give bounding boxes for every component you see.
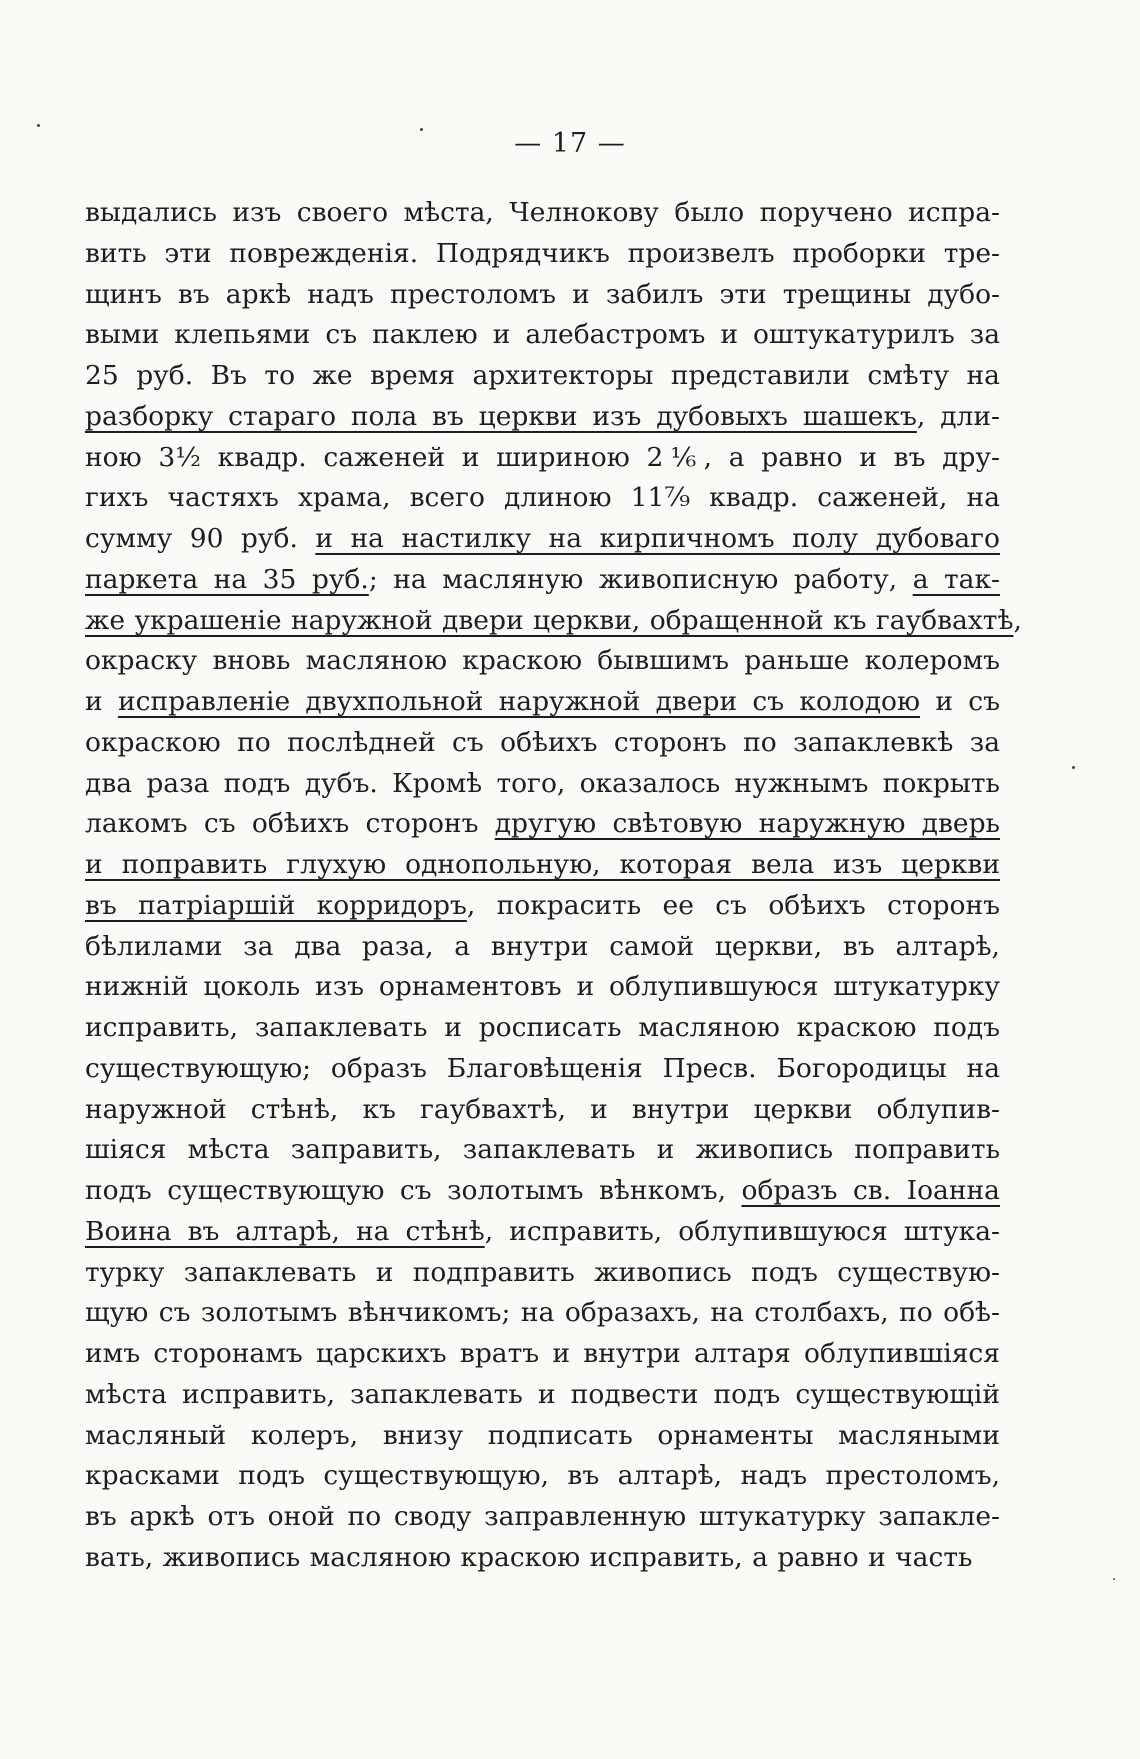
text-line — [85, 1538, 1000, 1579]
text-segment: существующую; образъ Благовѣщенія Пресв. Богородицы на — [85, 1052, 1000, 1084]
text-segment: 25 руб. Въ то же время архитекторы представили смѣту на — [85, 360, 1000, 391]
text-line — [85, 1049, 1000, 1090]
underlined-phrase: и на настилку на кирпичномъ полу дубоваго — [315, 523, 1000, 554]
body-text — [85, 193, 1022, 1579]
text-line — [85, 1456, 1000, 1497]
text-line — [85, 315, 1000, 356]
underlined-phrase: же украшеніе наружной двери церкви, обращенной къ гаубвахтѣ — [85, 604, 1014, 636]
text-segment: выми клепьями съ паклею и алебастромъ и оштукатурилъ за — [85, 319, 1000, 351]
text-segment: гихъ частяхъ храма, всего длиною 11⁷⁄₉ квадр. саженей, на — [85, 482, 1000, 514]
text-segment: мѣста исправить, запаклевать и подвести подъ существующій — [85, 1378, 1000, 1410]
text-segment: окраскою по послѣдней съ обѣихъ сторонъ по запаклевкѣ за — [85, 726, 1000, 758]
text-line — [85, 967, 1000, 1008]
text-segment: лакомъ съ обѣихъ сторонъ — [85, 808, 495, 840]
text-line — [85, 1253, 1000, 1294]
underlined-phrase: Воина въ алтарѣ, на стѣнѣ — [85, 1215, 485, 1247]
text-segment: красками подъ существующую, въ алтарѣ, надъ престоломъ, — [85, 1460, 1000, 1492]
scan-speck — [37, 124, 40, 127]
text-line — [85, 1334, 1000, 1375]
text-segment: , исправить, облупившуюся штука- — [484, 1215, 1001, 1247]
text-line — [85, 1212, 1000, 1253]
text-segment: ; на масляную живописную работу, — [368, 563, 913, 595]
text-segment: турку запаклевать и подправить живопись подъ существую- — [85, 1256, 1000, 1288]
text-line — [85, 1008, 1000, 1049]
underlined-phrase: паркета на 35 руб. — [85, 563, 369, 595]
text-line — [85, 560, 1000, 601]
underlined-phrase: разборку стараго пола въ церкви изъ дубовыхъ шашекъ — [85, 400, 917, 432]
text-segment: и съ — [920, 686, 1000, 717]
text-line — [85, 723, 1000, 764]
text-line — [85, 1130, 1000, 1171]
underlined-phrase: а так- — [912, 563, 1000, 595]
underlined-phrase: исправленіе двухпольной наружной двери съ колодою — [117, 686, 921, 717]
text-segment: исправить, запаклевать и росписать масляною краскою подъ — [85, 1012, 1000, 1043]
scan-speck — [1072, 766, 1075, 769]
text-line — [85, 886, 1000, 927]
text-line — [85, 438, 1000, 479]
text-line — [85, 764, 1000, 805]
text-segment: и — [85, 686, 118, 717]
text-line — [85, 641, 1000, 682]
text-line — [85, 1171, 1000, 1212]
text-line — [85, 1416, 1000, 1457]
text-segment: щую съ золотымъ вѣнчикомъ; на образахъ, на столбахъ, по обѣ- — [85, 1297, 1000, 1329]
page-number: — 17 — — [514, 128, 626, 159]
text-segment: нижній цоколь изъ орнаментовъ и облупившуюся штукатурку — [85, 971, 1000, 1003]
scan-speck — [420, 128, 423, 131]
underlined-phrase: образъ св. Іоанна — [741, 1175, 1000, 1206]
text-line — [85, 1293, 1000, 1334]
text-segment: , покрасить ее съ обѣихъ сторонъ — [466, 889, 1000, 921]
text-line — [85, 1375, 1000, 1416]
text-segment: вать, живопись масляною краскою исправить, а равно и часть — [85, 1541, 973, 1573]
text-segment: сумму 90 руб. — [85, 523, 316, 554]
text-segment: , дли- — [916, 400, 1000, 432]
scan-speck — [1113, 1578, 1115, 1580]
text-line — [85, 356, 1000, 397]
text-segment: подъ существующую съ золотымъ вѣнкомъ, — [85, 1175, 742, 1206]
underlined-phrase: и поправить глухую однопольную, которая вела изъ церкви — [85, 849, 1000, 880]
text-segment: бѣлилами за два раза, а внутри самой церкви, въ алтарѣ, — [85, 930, 1000, 962]
underlined-phrase: другую свѣтовую наружную дверь — [494, 808, 1000, 840]
text-line — [85, 1090, 1000, 1131]
text-segment: шіяся мѣста заправить, запаклевать и живопись поправить — [85, 1134, 1000, 1166]
text-segment: масляный колеръ, внизу подписать орнаменты масляными — [85, 1419, 1000, 1451]
underlined-phrase: въ патріаршій корридоръ — [85, 889, 467, 921]
text-line — [85, 397, 1000, 438]
text-segment: , — [1013, 604, 1022, 636]
text-line — [85, 682, 1000, 723]
text-line — [85, 478, 1000, 519]
text-segment: два раза подъ дубъ. Кромѣ того, оказалось нужнымъ покрыть — [85, 767, 1000, 799]
text-segment: въ аркѣ отъ оной по своду заправленную штукатурку запакле- — [85, 1501, 1000, 1532]
text-line — [85, 234, 1000, 275]
text-segment: выдались изъ своего мѣста, Челнокову было поручено испра- — [85, 197, 1000, 228]
text-line — [85, 193, 1000, 234]
text-segment: наружной стѣнѣ, къ гаубвахтѣ, и внутри церкви облупив- — [85, 1093, 1000, 1125]
text-line — [85, 927, 1000, 968]
text-segment: щинъ въ аркѣ надъ престоломъ и забилъ эти трещины дубо- — [85, 278, 1000, 310]
text-line — [85, 804, 1000, 845]
text-segment: ною 3½ квадр. саженей и шириною 2⅙, а равно и въ дру- — [85, 441, 1000, 473]
text-line — [85, 601, 1022, 642]
text-segment: имъ сторонамъ царскихъ вратъ и внутри алтаря облупившіяся — [85, 1338, 1000, 1369]
text-line — [85, 519, 1000, 560]
text-line — [85, 275, 1000, 316]
text-line — [85, 845, 1000, 886]
text-segment: окраску вновь масляною краскою бывшимъ раньше колеромъ — [85, 645, 1000, 677]
text-line — [85, 1497, 1000, 1538]
text-segment: вить эти поврежденія. Подрядчикъ произвелъ проборки тре- — [85, 237, 1000, 269]
